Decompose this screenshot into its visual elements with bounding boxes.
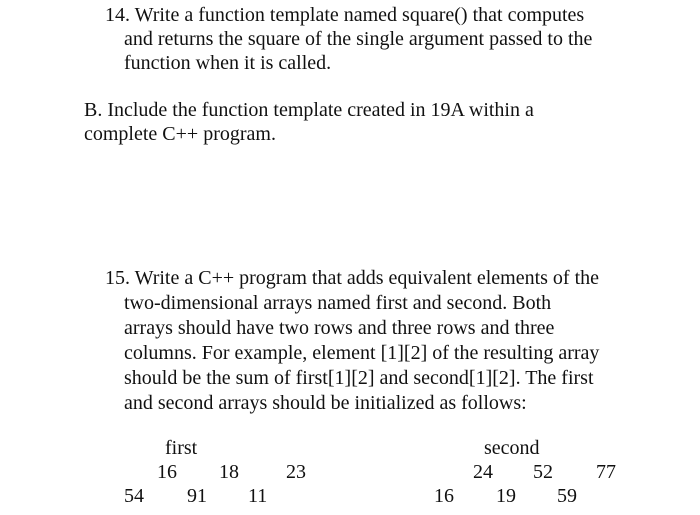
q14b-line-1: B. Include the function template created in 19A within a (84, 99, 534, 121)
array-first-r2-c3: 11 (248, 485, 268, 507)
array-second-r1-c3: 77 (596, 461, 616, 483)
q15-line-6: and second arrays should be initialized as follows: (124, 392, 527, 414)
q15-line-5: should be the sum of first[1][2] and second[1][2]. The first (124, 367, 594, 389)
array-first-r2-c2: 91 (187, 485, 207, 507)
array-first-r1-c3: 23 (286, 461, 306, 483)
array-second-r2-c3: 59 (557, 485, 577, 507)
array-first-r1-c2: 18 (219, 461, 239, 483)
array-first-label: first (165, 437, 198, 459)
array-second-r1-c1: 24 (473, 461, 493, 483)
array-second-label: second (484, 437, 540, 459)
array-first-r1-c1: 16 (157, 461, 177, 483)
array-second-r1-c2: 52 (533, 461, 553, 483)
q15-line-3: arrays should have two rows and three rows and three (124, 317, 555, 339)
q15-line-1: 15. Write a C++ program that adds equivalent elements of the (105, 267, 600, 289)
q14-line-2: and returns the square of the single argument passed to the (124, 28, 593, 50)
array-second-r2-c1: 16 (434, 485, 454, 507)
array-second-r2-c2: 19 (496, 485, 516, 507)
q14-line-3: function when it is called. (124, 52, 332, 74)
q14b-line-2: complete C++ program. (84, 123, 276, 145)
q15-line-2: two-dimensional arrays named first and second. Both (124, 292, 552, 314)
array-first-r2-c1: 54 (124, 485, 144, 507)
q15-line-4: columns. For example, element [1][2] of the resulting array (124, 342, 600, 364)
q14-line-1: 14. Write a function template named square() that computes (105, 4, 585, 26)
